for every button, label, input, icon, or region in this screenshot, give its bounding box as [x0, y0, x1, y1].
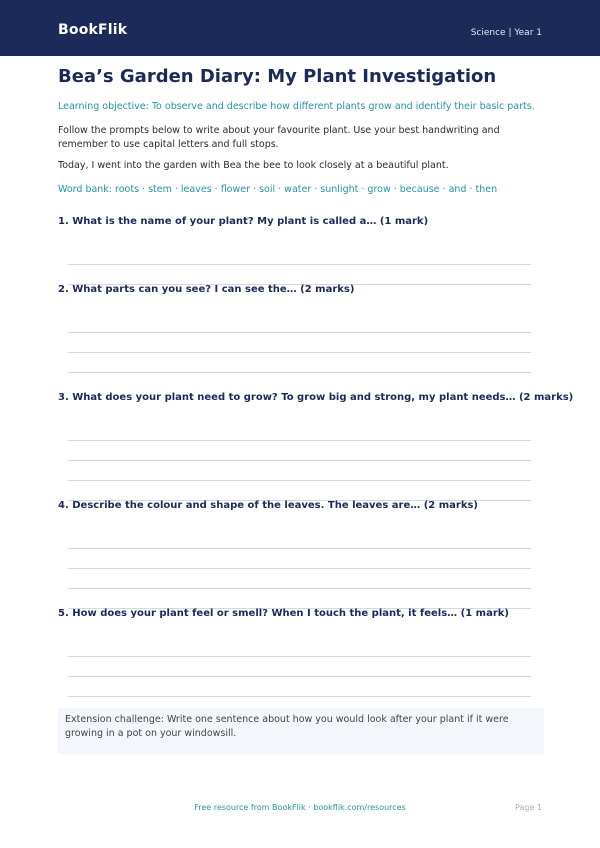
- intro-text: Today, I went into the garden with Bea the bee to look closely at a beautiful plant.: [58, 160, 449, 171]
- learning-objective: Learning objective: To observe and describe how different plants grow and identify their basic parts.: [58, 101, 535, 112]
- footer-source-link[interactable]: Free resource from BookFlik · bookflik.com/resources: [194, 803, 406, 812]
- extension-challenge: Extension challenge: Write one sentence about how you would look after your plant if it were growing in a pot on your windowsill.: [58, 708, 544, 754]
- instructions-text: Follow the prompts below to write about your favourite plant. Use your best handwriting and remember to use capital letters and full stops.: [58, 125, 500, 150]
- answer-line[interactable]: [68, 588, 531, 589]
- answer-line[interactable]: [68, 676, 531, 677]
- page-number: Page 1: [515, 803, 542, 812]
- answer-line[interactable]: [68, 372, 531, 373]
- page-title: Bea’s Garden Diary: My Plant Investigation: [58, 66, 497, 87]
- answer-line[interactable]: [68, 440, 531, 441]
- question-1: 1. What is the name of your plant? My plant is called a… (1 mark): [58, 216, 429, 227]
- question-2: 2. What parts can you see? I can see the… (2 marks): [58, 284, 355, 295]
- question-5: 5. How does your plant feel or smell? When I touch the plant, it feels… (1 mark): [58, 608, 509, 619]
- word-bank: Word bank: roots · stem · leaves · flower · soil · water · sunlight · grow · because · and · then: [58, 184, 498, 195]
- answer-line[interactable]: [68, 332, 531, 333]
- answer-line[interactable]: [68, 548, 531, 549]
- answer-line[interactable]: [68, 568, 531, 569]
- answer-line[interactable]: [68, 696, 531, 697]
- answer-line[interactable]: [68, 460, 531, 461]
- question-3: 3. What does your plant need to grow? To grow big and strong, my plant needs… (2 marks): [58, 392, 574, 403]
- question-4: 4. Describe the colour and shape of the leaves. The leaves are… (2 marks): [58, 500, 478, 511]
- site-header: [0, 0, 600, 56]
- brand-logo[interactable]: BookFlik: [58, 22, 128, 38]
- answer-line[interactable]: [68, 264, 531, 265]
- subject-year-label: Science | Year 1: [470, 28, 542, 38]
- answer-line[interactable]: [68, 352, 531, 353]
- answer-line[interactable]: [68, 656, 531, 657]
- answer-line[interactable]: [68, 480, 531, 481]
